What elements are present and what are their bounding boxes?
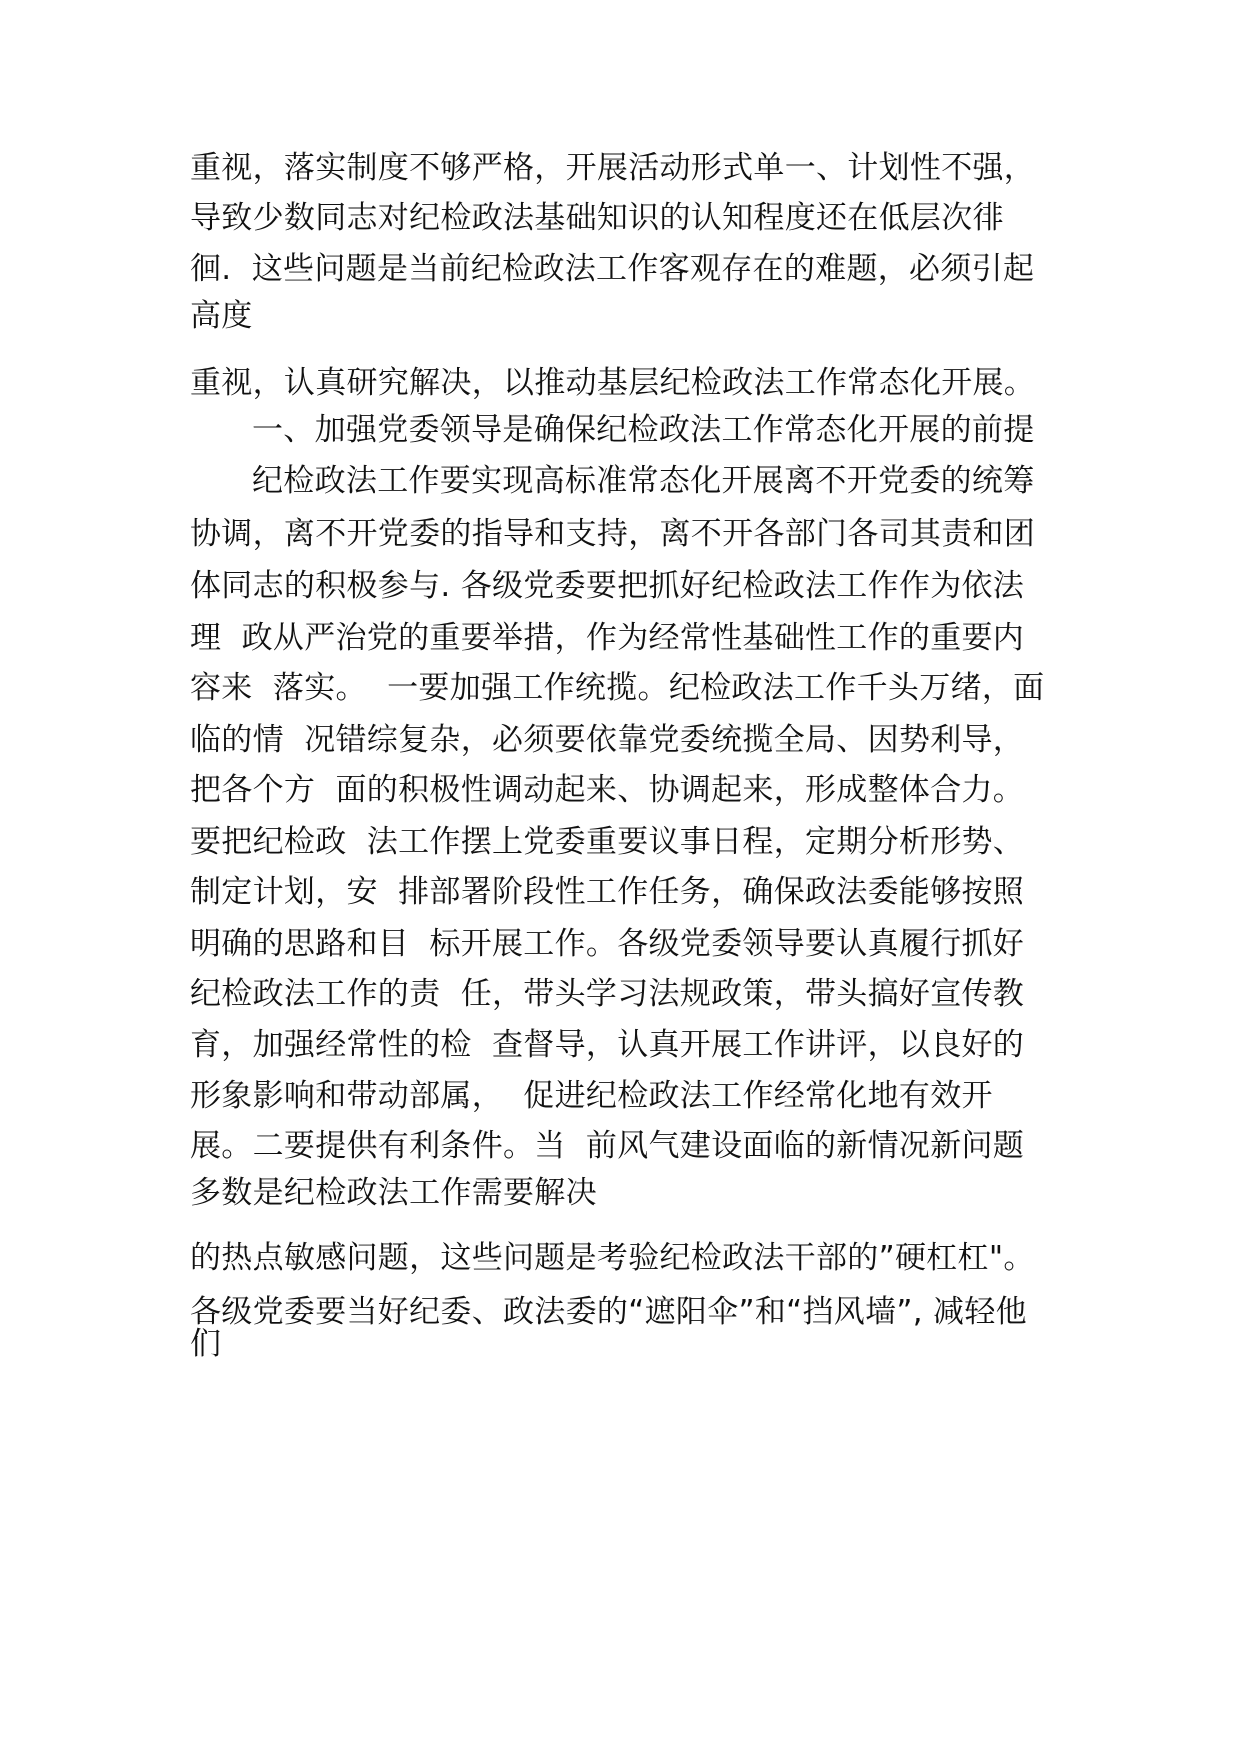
text-line: 的热点敏感问题，这些问题是考验纪检政法干部的”硬杠杠"。 xyxy=(190,1240,1035,1276)
text-line: 育，加强经常性的检 查督导，认真开展工作讲评，以良好的 xyxy=(190,1027,1025,1063)
text-line: 徊. 这些问题是当前纪检政法工作客观存在的难题，必须引起 xyxy=(190,251,1035,287)
text-line: 协调，离不开党委的指导和支持，离不开各部门各司其责和团 xyxy=(190,516,1036,552)
text-line: 重视，认真研究解决，以推动基层纪检政法工作常态化开展。 xyxy=(190,365,1036,401)
text-line: 制定计划，安 排部署阶段性工作任务，确保政法委能够按照 xyxy=(190,874,1025,910)
text-line: 高度 xyxy=(190,298,253,334)
text-line: 容来 落实。 一要加强工作统揽。纪检政法工作千头万绪，面 xyxy=(190,670,1045,706)
text-line: 临的情 况错综复杂，必须要依靠党委统揽全局、因势利导， xyxy=(190,722,1025,758)
text-line: 形象影响和带动部属， 促进纪检政法工作经常化地有效开 xyxy=(190,1078,993,1114)
text-line: 展。二要提供有利条件。当 前风气建设面临的新情况新问题 xyxy=(190,1128,1025,1164)
text-line: 纪检政法工作要实现高标准常态化开展离不开党委的统筹 xyxy=(252,463,1035,499)
text-line: 要把纪检政 法工作摆上党委重要议事日程，定期分析形势、 xyxy=(190,824,1025,860)
text-line: 们 xyxy=(190,1326,222,1362)
text-line: 导致少数同志对纪检政法基础知识的认知程度还在低层次徘 xyxy=(190,200,1004,236)
text-line: 体同志的积极参与. 各级党委要把抓好纪检政法工作作为依法 xyxy=(190,568,1025,604)
text-line: 纪检政法工作的责 任，带头学习法规政策，带头搞好宣传教 xyxy=(190,976,1025,1012)
text-line: 重视，落实制度不够严格，开展活动形式单一、计划性不强， xyxy=(190,150,1036,186)
text-line: 多数是纪检政法工作需要解决 xyxy=(190,1175,597,1211)
text-line: 理 政从严治党的重要举措，作为经常性基础性工作的重要内 xyxy=(190,620,1025,656)
text-line: 各级党委要当好纪委、政法委的“遮阳伞”和“挡风墙”, 减轻他 xyxy=(190,1294,1027,1330)
text-line: 明确的思路和目 标开展工作。各级党委领导要认真履行抓好 xyxy=(190,926,1025,962)
text-line: 把各个方 面的积极性调动起来、协调起来，形成整体合力。 xyxy=(190,772,1025,808)
section-heading: 一、加强党委领导是确保纪检政法工作常态化开展的前提 xyxy=(252,412,1035,448)
